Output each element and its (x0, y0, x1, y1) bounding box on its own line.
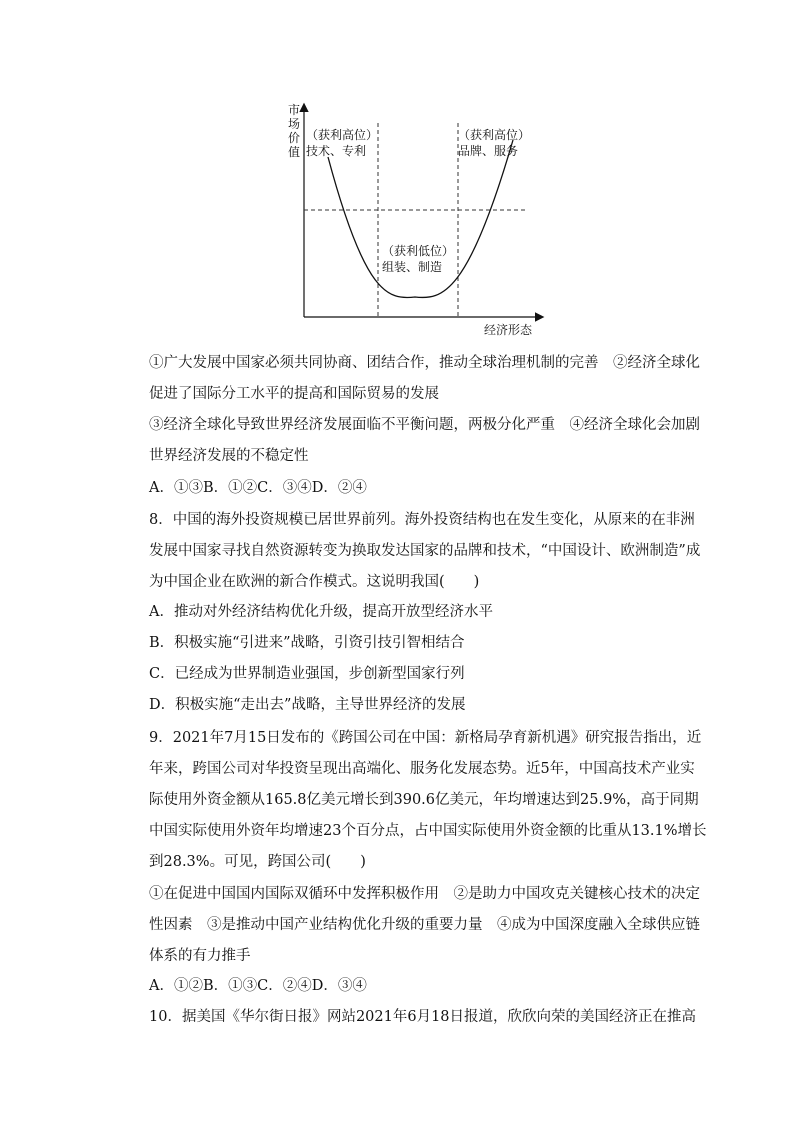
q8-option-a: A．推动对外经济结构优化升级，提高开放型经济水平 (149, 604, 493, 620)
q7-statements-2: ③经济全球化导致世界经济发展面临不平衡问题，两极分化严重 ④经济全球化会加剧世界经济发展的不稳定性 (149, 417, 700, 464)
q9-statements: ①在促进中国国内国际双循环中发挥积极作用 ②是助力中国攻克关键核心技术的决定性因素 ③是推动中国产业结构优化升级的重要力量 ④成为中国深度融入全球供应链体系的有力推手 (149, 886, 700, 964)
bottom-low-label: （获利低位） 组装、制造 (382, 244, 455, 274)
right-high-label: （获利高位） 品牌、服务 (458, 128, 531, 158)
q10-stem: 10．据美国《华尔街日报》网站2021年6月18日报道，欣欣向荣的美国经济正在推高 (149, 1009, 697, 1025)
q8-option-d: D．积极实施“走出去”战略，主导世界经济的发展 (149, 697, 466, 713)
q8-option-c: C．已经成为世界制造业强国，步创新型国家行列 (149, 666, 465, 682)
left-high-label: （获利高位） 技术、专利 (306, 128, 379, 158)
y-axis-label: 市 场 价 值 (288, 103, 301, 159)
q8-stem: 8．中国的海外投资规模已居世界前列。海外投资结构也在发生变化，从原来的在非洲发展中国家寻找自然资源转变为换取发达国家的品牌和技术，“中国设计、欧洲制造”成为中国企业在欧洲的新合作模式。这说明我国( ) (149, 512, 701, 590)
x-axis-label: 经济形态 (484, 323, 533, 337)
q9-stem: 9．2021年7月15日发布的《跨国公司在中国：新格局孕育新机遇》研究报告指出，近年来，跨国公司对华投资呈现出高端化、服务化发展态势。近5年，中国高技术产业实际使用外资金额从165.8亿美元增长到390.6亿美元，年均增速达到25.9%，高于同期中国实际使用外资年均增速23个百分点，占中国实际使用外资金额的比重从13.1%增长到28.3%。可见，跨国公司( ) (149, 730, 707, 870)
q8-option-b: B．积极实施“引进来”战略，引资引技引智相结合 (149, 635, 465, 651)
q7-options: A．①③B．①②C．③④D．②④ (149, 480, 367, 496)
q9-options: A．①②B．①③C．②④D．③④ (149, 978, 367, 994)
smile-curve-figure (280, 95, 550, 345)
q7-statements-1: ①广大发展中国家必须共同协商、团结合作，推动全球治理机制的完善 ②经济全球化促进了国际分工水平的提高和国际贸易的发展 (149, 355, 700, 402)
